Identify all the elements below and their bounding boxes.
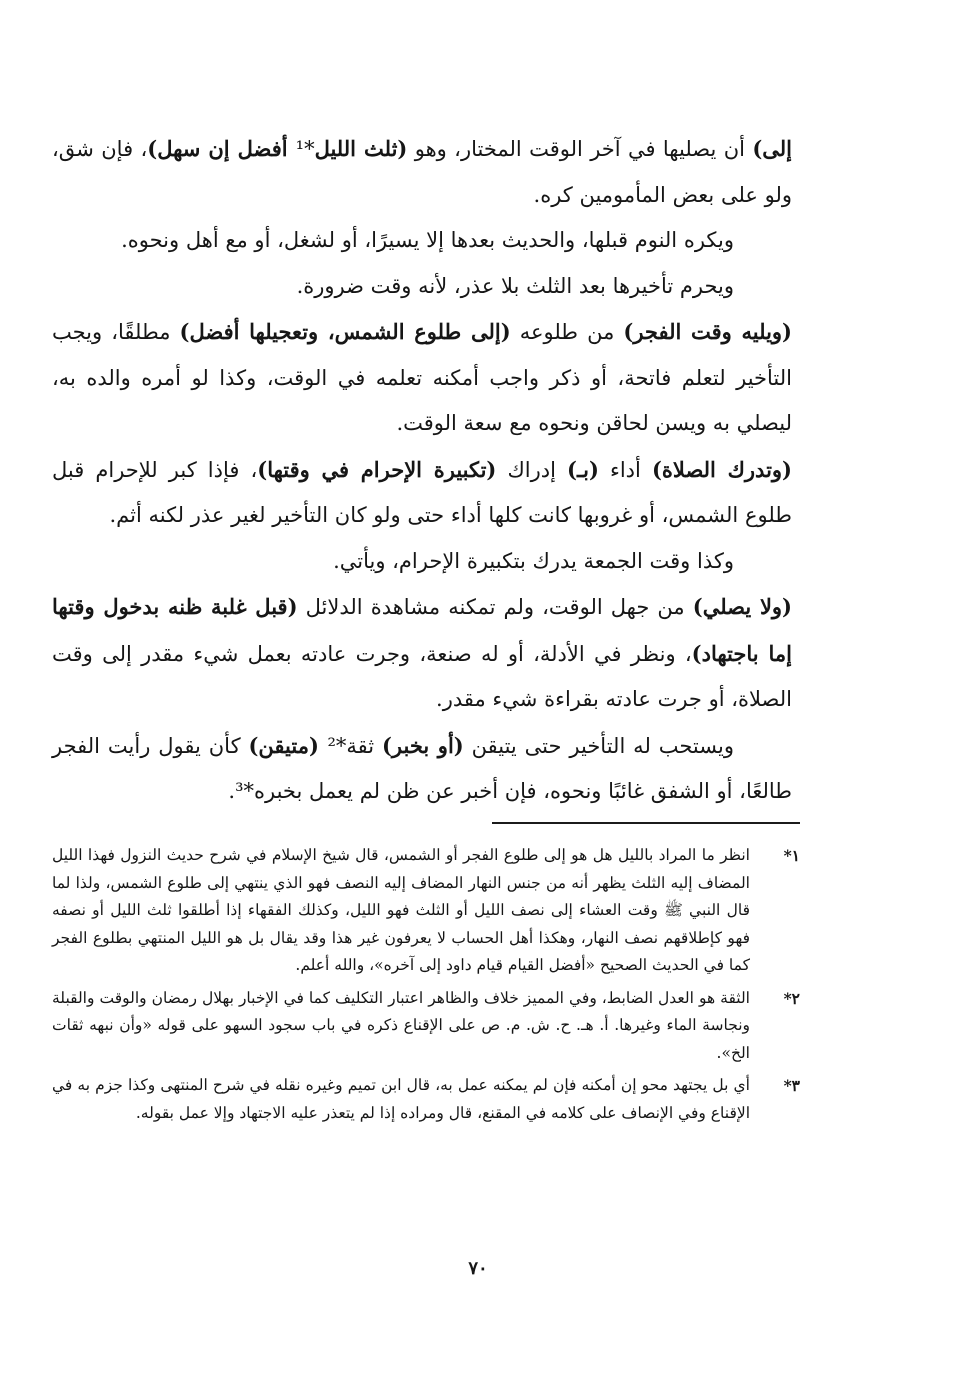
bold-text: (وتدرك الصلاة) — [651, 456, 792, 482]
paragraph — [52, 539, 792, 585]
text: أن يصليها في آخر الوقت المختار، وهو — [407, 137, 753, 161]
paragraph — [52, 264, 792, 310]
text: من طلوعه — [510, 320, 624, 344]
footnote-text: أي بل يجتهد محو إن أمكنه فإن لم يمكنه عمل به، قال ابن تميم وغيره نقله في شرح المنتهى وكذا جزم به في الإقناع وفي الإنصاف على كلامه في المقنع، قال ومراده إذا لم يتعذر عليه الاجتهاد وإلا عمل بقوله. — [52, 1076, 750, 1122]
text: *³ — [235, 779, 254, 803]
text: ويكره النوم قبلها، والحديث بعدها إلا يسيرًا، أو لشغل، أو مع أهل ونحوه. — [121, 228, 734, 252]
text: *² — [327, 733, 347, 758]
bold-text: (أو بخبر) — [382, 732, 464, 758]
text: أداء — [598, 457, 652, 482]
bold-text: (بـ) — [567, 456, 599, 482]
bold-text: (ولا يصلي) — [692, 594, 792, 619]
page-number: ٧٠ — [468, 1258, 488, 1279]
footnote-separator — [492, 822, 800, 824]
text: ويستحب له التأخير حتى يتيقن — [463, 733, 734, 758]
bold-text: (متيقن) — [248, 732, 328, 758]
text: ويحرم تأخيرها بعد الثلث بلا عذر، لأنه وقت ضرورة. — [296, 273, 734, 298]
text: إدراك — [496, 457, 568, 482]
footnote — [52, 842, 800, 980]
main-text — [52, 126, 792, 815]
text: . — [228, 779, 236, 803]
bold-text: (قبل غلبة ظنه بدخول وقتها إما باجتهاد) — [52, 594, 792, 666]
text: كأن يقول رأيت الفجر طالعًا، أو الشفق غائبًا ونحوه، فإن أخبر عن ظن لم يعمل بخبره — [52, 733, 792, 803]
paragraph — [52, 723, 792, 815]
footnote — [52, 1072, 800, 1127]
bold-text: إلى) — [752, 136, 793, 161]
footnote-marker: ٢* — [783, 988, 800, 1008]
paragraph — [52, 218, 792, 264]
footnote-text: انظر ما المراد بالليل هل هو إلى طلوع الفجر أو الشمس، قال شيخ الإسلام في شرح حديث النزول فهذا الليل المضاف إليه الثلث يظهر أنه من جنس النهار المضاف إليه النصف فهو الذي ينتهي إلى طلوع الشمس، ولذا لما قال النبي ﷺ وقت العشاء إلى نصف الليل أو الثلث فهو الليل، وكذلك الفقهاء إذا أطلقوا ثلث الليل أو نصفه فهو كإطلاقهم نصف النهار، وهكذا أهل الحساب لا يعرفون غير هذا وقد يقال بل هو الليل المنتهي بطلوع الفجر كما في الحديث الصحيح «أفضل القيام قيام داود إلى آخره»، والله أعلم. — [52, 846, 750, 974]
paragraph — [52, 126, 792, 218]
footnote-text: الثقة هو العدل الضابط، وفي المميز خلاف والظاهر اعتبار التكليف كما في الإخبار بهلال رمضان والوقت والقبلة ونجاسة الماء وغيرها. أ. هـ. ح. ش. م. ص على الإقناع ذكره في باب سجود السهو على قوله «وأن نبهه ثقات الخ». — [52, 988, 750, 1062]
bold-text: (تكبيرة الإحرام في وقتها) — [257, 456, 497, 482]
footnotes — [52, 842, 800, 1132]
text: ، فإن شق، ولو على بعض المأمومين كره. — [52, 137, 792, 207]
text: ، ونظر في الأدلة، أو له صنعة، وجرت عادته بعمل شيء مقدر إلى وقت الصلاة، أو جرت عادته بقراءة شيء مقدر. — [52, 641, 792, 711]
text: وكذا وقت الجمعة يدرك بتكبيرة الإحرام، ويأتي. — [333, 548, 734, 573]
bold-text: أفضل إن سهل) — [147, 136, 296, 161]
footnote — [52, 985, 800, 1068]
text: ثقة — [346, 733, 382, 758]
text: *¹ — [295, 137, 315, 161]
footnote-marker: ٣* — [783, 1076, 800, 1095]
paragraph — [52, 309, 792, 447]
text: ، فإذا كبر للإحرام قبل طلوع الشمس، أو غروبها كانت كلها أداء حتى ولو كان التأخير لغير عذر لكنه أثم. — [52, 457, 792, 527]
footnote-marker: ١* — [783, 846, 800, 865]
paragraph — [52, 447, 792, 539]
text: من جهل الوقت، ولم تمكنه مشاهدة الدلائل — [297, 595, 693, 619]
bold-text: (ثلث الليل — [314, 136, 408, 161]
text: مطلقًا، ويجب التأخير لتعلم فاتحة، أو ذكر واجب أمكنه تعلمه في الوقت، وكذا لو أمره والده به، ليصلي به ويسن لحاقن ونحوه مع سعة الوقت. — [52, 320, 792, 435]
paragraph — [52, 584, 792, 723]
bold-text: (ويليه وقت الفجر) — [623, 319, 792, 344]
bold-text: (إلى طلوع الشمس، وتعجيلها أفضل) — [179, 319, 511, 344]
